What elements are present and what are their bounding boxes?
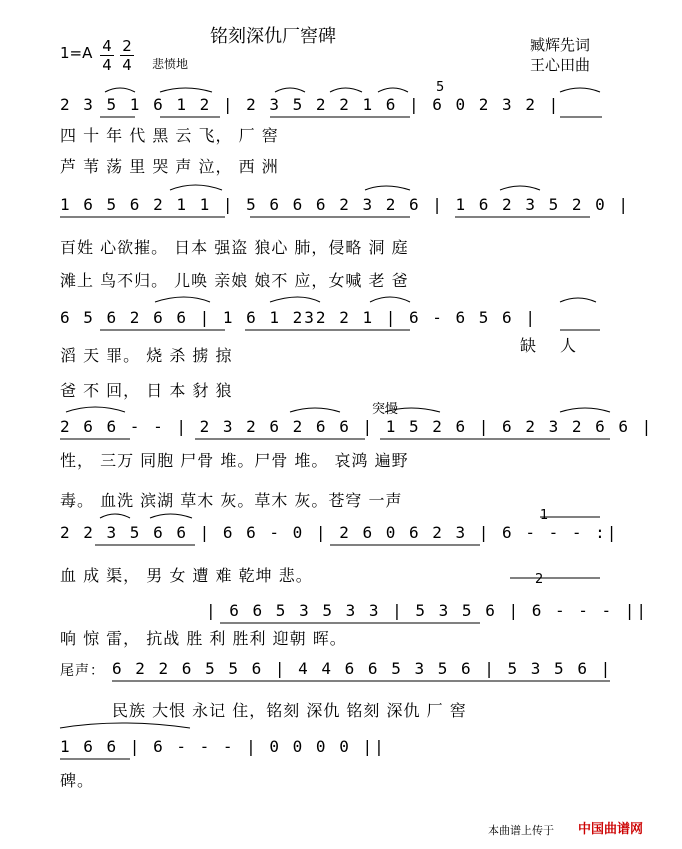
lyrics-row-10: 响 惊 雷， 抗战 胜 利 胜利 迎朝 晖。 <box>60 629 347 648</box>
slur <box>155 297 210 302</box>
slur <box>560 88 600 92</box>
lyrics-row-1: 四 十 年 代 黑 云 飞， 厂 窖 <box>60 126 279 145</box>
lyrics-row-8: 毒。 血洗 滨湖 草木 灰。草木 灰。苍穹 一声 <box>60 491 403 510</box>
time-sig-top: 2 <box>122 37 132 55</box>
slur <box>330 88 362 92</box>
slur <box>560 298 596 302</box>
song-title: 铭刻深仇厂窖碑 <box>210 26 336 47</box>
slur <box>150 514 192 518</box>
slur <box>160 88 212 92</box>
lyrics-row-12: 碑。 <box>60 771 95 790</box>
tempo-marking: 悲愤地 <box>152 57 189 71</box>
slur <box>105 88 135 92</box>
slur <box>270 297 320 302</box>
coda-notation-2: 1 6 6 | 6 - - - | 0 0 0 0 || <box>60 737 386 756</box>
notation-row-6: | 6 6 5 3 5 3 3 | 5 3 5 6 | 6 - - - || <box>206 601 649 620</box>
lyric-ren: 人 <box>560 336 578 355</box>
site-logo: 中国曲谱网 <box>578 822 644 837</box>
lyrics-row-4: 滩上 鸟不归。 儿唤 亲娘 娘不 应，女喊 老 爸 <box>60 271 409 290</box>
notation-row-5: 2 2 3 5 6 6 | 6 6 - 0 | 2 6 0 6 2 3 | 6 - - - :| <box>60 523 619 542</box>
lyric-que: 缺 <box>520 336 538 355</box>
slow-down-marking: 突慢 <box>372 402 399 417</box>
time-sig-top: 4 <box>102 37 112 55</box>
notation-row-2: 1 6 5 6 2 1 1 | 5 6 6 6 2 3 2 6 | 1 6 2 3 5 2 0 | <box>60 195 631 214</box>
lyrics-row-6: 爸 不 回， 日 本 豺 狼 <box>60 381 233 400</box>
footer-text: 本曲谱上传于 <box>488 824 554 837</box>
lyricist-credit: 臧辉先词 <box>530 36 591 54</box>
slur <box>100 514 130 518</box>
time-sig-bottom: 4 <box>102 56 112 74</box>
lyrics-row-9: 血 成 渠， 男 女 遭 难 乾坤 悲。 <box>60 566 313 585</box>
grace-note: 5 <box>436 80 445 95</box>
lyrics-row-11: 民族 大恨 永记 住，铭刻 深仇 铭刻 深仇 厂 窖 <box>112 701 467 720</box>
slur <box>290 408 340 412</box>
coda-notation-1: 6 2 2 6 5 5 6 | 4 4 6 6 5 3 5 6 | 5 3 5 6 | <box>112 659 613 678</box>
lyrics-row-5: 滔 天 罪。 烧 杀 掳 掠 <box>60 346 233 365</box>
slur <box>275 88 305 92</box>
slur <box>170 185 222 190</box>
slur <box>365 186 410 190</box>
slur <box>560 408 610 412</box>
lyrics-row-7: 性， 三万 同胞 尸骨 堆。尸骨 堆。 哀鸿 遍野 <box>60 451 409 470</box>
slur <box>378 88 408 92</box>
volta-2: 2 <box>535 572 544 587</box>
composer-credit: 王心田曲 <box>530 56 591 74</box>
slur <box>385 408 440 412</box>
volta-1: 1 <box>540 508 549 523</box>
time-sig-bottom: 4 <box>122 56 132 74</box>
lyrics-row-2: 芦 苇 荡 里 哭 声 泣， 西 洲 <box>60 157 279 176</box>
key-signature: 1=A <box>60 44 93 62</box>
slur <box>370 297 410 302</box>
slur <box>66 407 125 412</box>
slur <box>60 723 190 728</box>
lyrics-row-3: 百姓 心欲摧。 日本 强盗 狼心 肺，侵略 洞 庭 <box>60 238 409 257</box>
notation-row-4: 2 6 6 - - | 2 3 2 6 2 6 6 | 1 5 2 6 | 6 2 3 2 6 6 | <box>60 417 654 436</box>
coda-label: 尾声： <box>60 663 105 679</box>
notation-row-3: 6 5 6 2 6 6 | 1 6 1 232 2 1 | 6 - 6 5 6 | <box>60 308 537 327</box>
slur <box>500 186 540 190</box>
notation-row-1: 2 3 5 1 6 1 2 | 2 3 5 2 2 1 6 | 6 0 2 3 2 | <box>60 95 561 114</box>
